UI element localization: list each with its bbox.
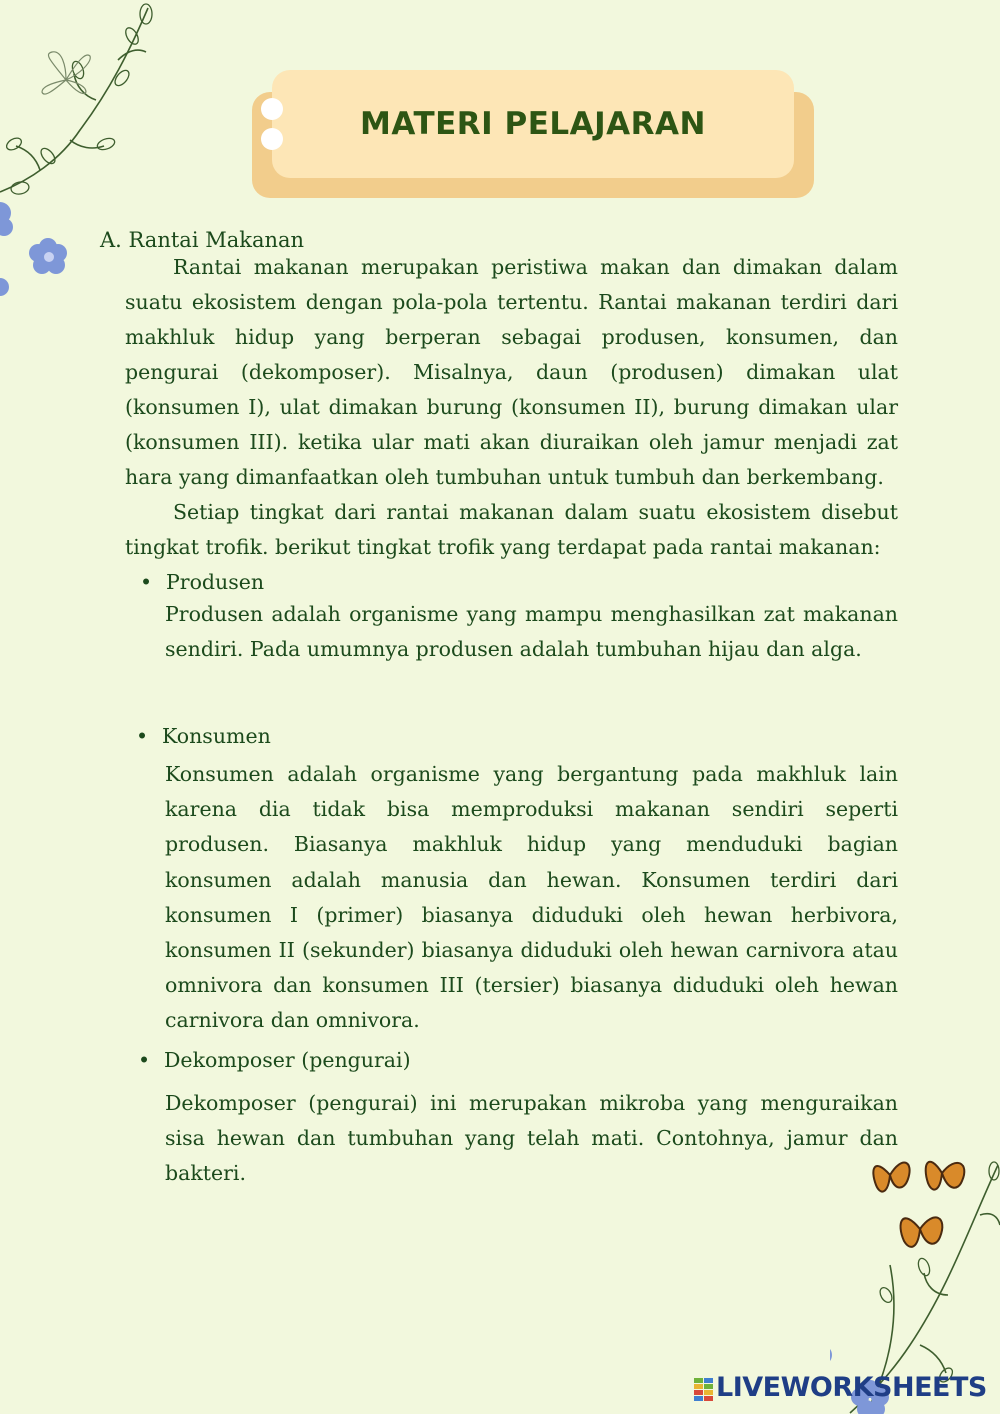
top-left-vine-decoration [0,0,170,210]
section-heading: A. Rantai Makanan [100,228,305,252]
bullet-description-produsen: Produsen adalah organisme yang mampu menghasilkan zat makanan sendiri. Pada umumnya produsen adalah tumbuhan hijau dan alga. [165,602,898,662]
bullet-term: Konsumen [162,724,271,748]
flower-icon [29,238,67,274]
title-banner [252,70,814,200]
paragraph-intro: Rantai makanan merupakan peristiwa makan dan dimakan dalam suatu ekosistem dengan pola-pola tertentu. Rantai makanan terdiri dari makhluk hidup yang berperan sebagai produsen, konsumen, dan pengurai (dekomposer). Misalnya, daun (produsen) dimakan ulat (konsumen I), ulat dimakan burung (konsumen II), burung dimakan ular (konsumen III). ketika ular mati akan diuraikan oleh jamur menjadi zat hara yang dimanfaatkan oleh tumbuhan untuk tumbuh dan berkembang. [125,255,898,489]
bullet-item-produsen [140,568,264,596]
bullet-dot: • [136,724,149,748]
binder-hole-bottom [261,128,283,150]
page-title: MATERI PELAJARAN [360,106,706,142]
bullet-item-konsumen [136,722,271,750]
bullet-term: Produsen [166,570,265,594]
title-banner-front [272,70,794,178]
bullet-item-dekomposer [138,1046,411,1074]
bullet-description-konsumen: Konsumen adalah organisme yang bergantung pada makhluk lain karena dia tidak bisa memproduksi makanan sendiri seperti produsen. Biasanya makhluk hidup yang menduduki bagian konsumen adalah manusia dan hewan. Konsumen terdiri dari konsumen I (primer) biasanya diduduki oleh hewan herbivora, konsumen II (sekunder) biasanya diduduki oleh hewan carnivora atau omnivora dan konsumen III (tersier) biasanya diduduki oleh hewan carnivora dan omnivora. [165,762,898,1033]
paragraph-trophic: Setiap tingkat dari rantai makanan dalam suatu ekosistem disebut tingkat trofik. berikut tingkat trofik yang terdapat pada rantai makanan: [125,500,898,559]
brand-label: LIVEWORKSHEETS [716,1372,987,1403]
liveworksheets-logo-icon [694,1378,714,1402]
bullet-dot: • [140,570,153,594]
bullet-dot: • [138,1048,151,1072]
liveworksheets-brand [716,1372,987,1403]
bullet-term: Dekomposer (pengurai) [164,1048,411,1072]
left-flowers-decoration [0,195,80,315]
binder-hole-top [261,98,283,120]
bullet-description-dekomposer: Dekomposer (pengurai) ini merupakan mikroba yang menguraikan sisa hewan dan tumbuhan yang telah mati. Contohnya, jamur dan bakteri. [165,1091,898,1186]
monarch-butterfly-icon [873,1162,964,1247]
